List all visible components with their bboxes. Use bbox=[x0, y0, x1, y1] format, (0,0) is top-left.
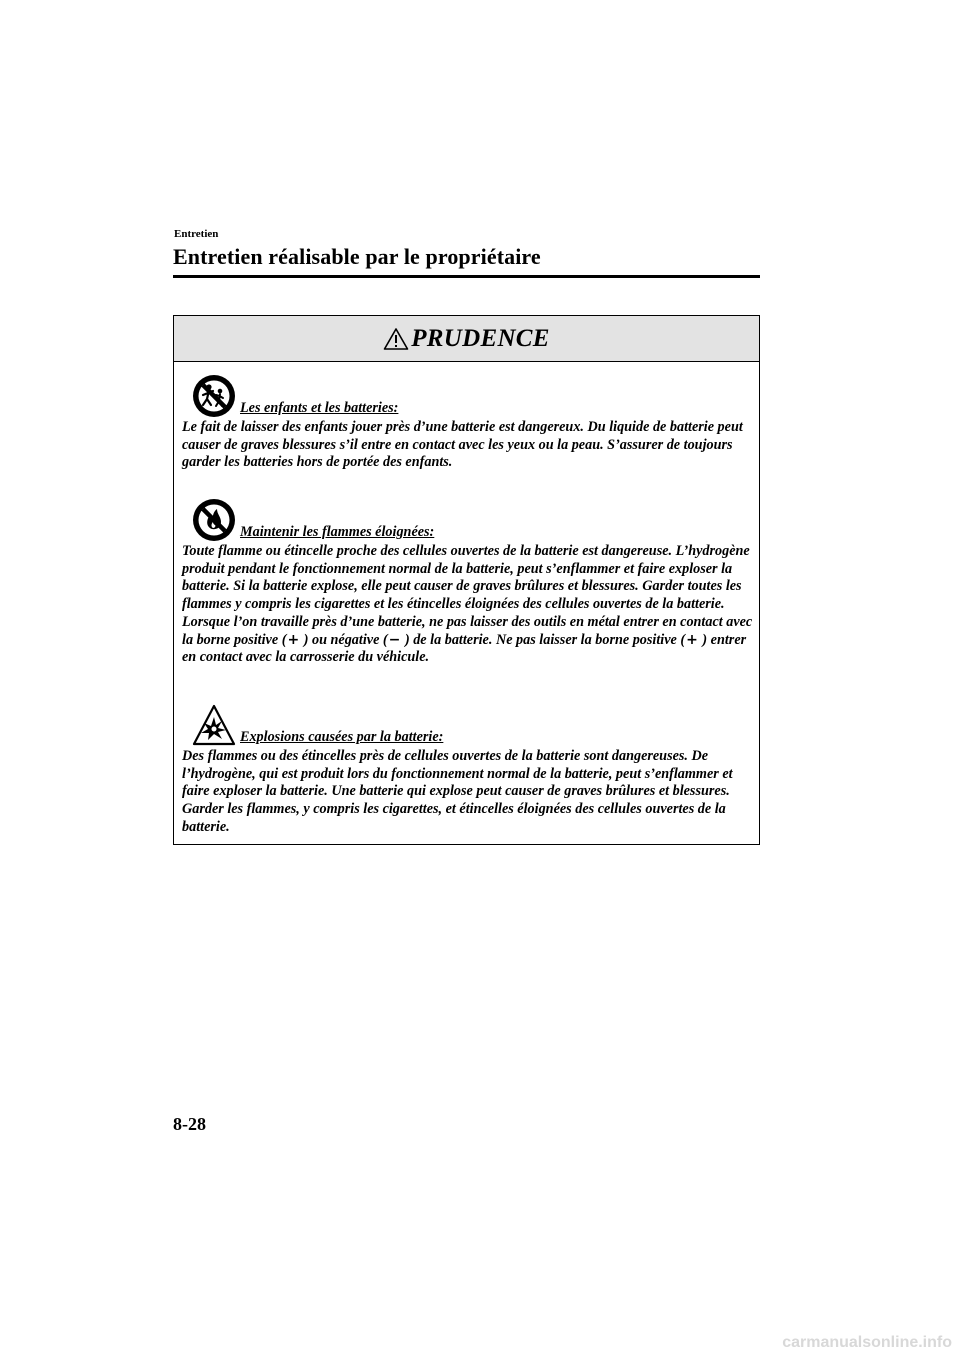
warning-header bbox=[174, 316, 759, 362]
warning-subtitle: Maintenir les flammes éloignées: bbox=[240, 524, 435, 540]
title-rule bbox=[173, 275, 760, 278]
no-children-icon bbox=[192, 374, 236, 418]
positive-terminal-symbol: + bbox=[686, 631, 698, 648]
page-number: 8-28 bbox=[173, 1114, 206, 1134]
warning-body bbox=[182, 543, 754, 667]
page-title: Entretien réalisable par le propriétaire bbox=[173, 244, 541, 269]
warning-box bbox=[173, 315, 760, 845]
section-label: Entretien bbox=[174, 228, 219, 240]
warning-triangle-icon bbox=[383, 327, 409, 351]
body-text: ) entrer en contact avec la carrosserie du véhicule. bbox=[182, 631, 747, 666]
warning-subtitle: Les enfants et les batteries: bbox=[240, 400, 399, 416]
warning-body: Des flammes ou des étincelles près de cellules ouvertes de la batterie sont dangereuses. De l’hydrogène, qui est produit lors du fonctionnement normal de la batterie, peut s’enflammer et faire exploser la batterie. Une batterie qui explose peut causer de graves brûlures et blessures. Garder les flammes, y compris les cigarettes, et étincelles éloignées des cellules ouvertes de la batterie. bbox=[182, 748, 733, 835]
warning-section-flames bbox=[182, 494, 754, 667]
body-text: ) de la batterie. Ne pas laisser la borne positive ( bbox=[401, 631, 686, 648]
body-text: Toute flamme ou étincelle proche des cellules ouvertes de la batterie est dangereuse. L’hydrogène produit pendant le fonctionnement normal de la batterie, peut s’enflammer et faire exploser la batterie. Si la batterie explose, elle peut causer de graves brûlures et blessures. Garder toutes les flammes y compris les cigarettes et les étincelles éloignées des cellules ouvertes de la batterie. Lorsque l’on travaille près d’une batterie, ne pas laisser des outils en métal entrer en contact avec la borne positive ( bbox=[182, 543, 753, 648]
warning-section-explosions bbox=[182, 699, 754, 837]
warning-subtitle: Explosions causées par la batterie: bbox=[240, 729, 444, 745]
warning-title: PRUDENCE bbox=[411, 324, 550, 352]
warning-section-children bbox=[182, 370, 754, 472]
negative-terminal-symbol: − bbox=[388, 631, 401, 648]
warning-body: Le fait de laisser des enfants jouer près d’une batterie est dangereux. Du liquide de batterie peut causer de graves blessures s’il entre en contact avec les yeux ou la peau. S’assurer de toujours garder les batteries hors de portée des enfants. bbox=[182, 419, 743, 471]
explosion-warning-icon bbox=[192, 703, 236, 747]
watermark: carmanualsonline.info bbox=[782, 1334, 952, 1351]
body-text: ) ou négative ( bbox=[300, 631, 388, 648]
positive-terminal-symbol: + bbox=[287, 631, 300, 648]
no-flames-icon bbox=[192, 498, 236, 542]
